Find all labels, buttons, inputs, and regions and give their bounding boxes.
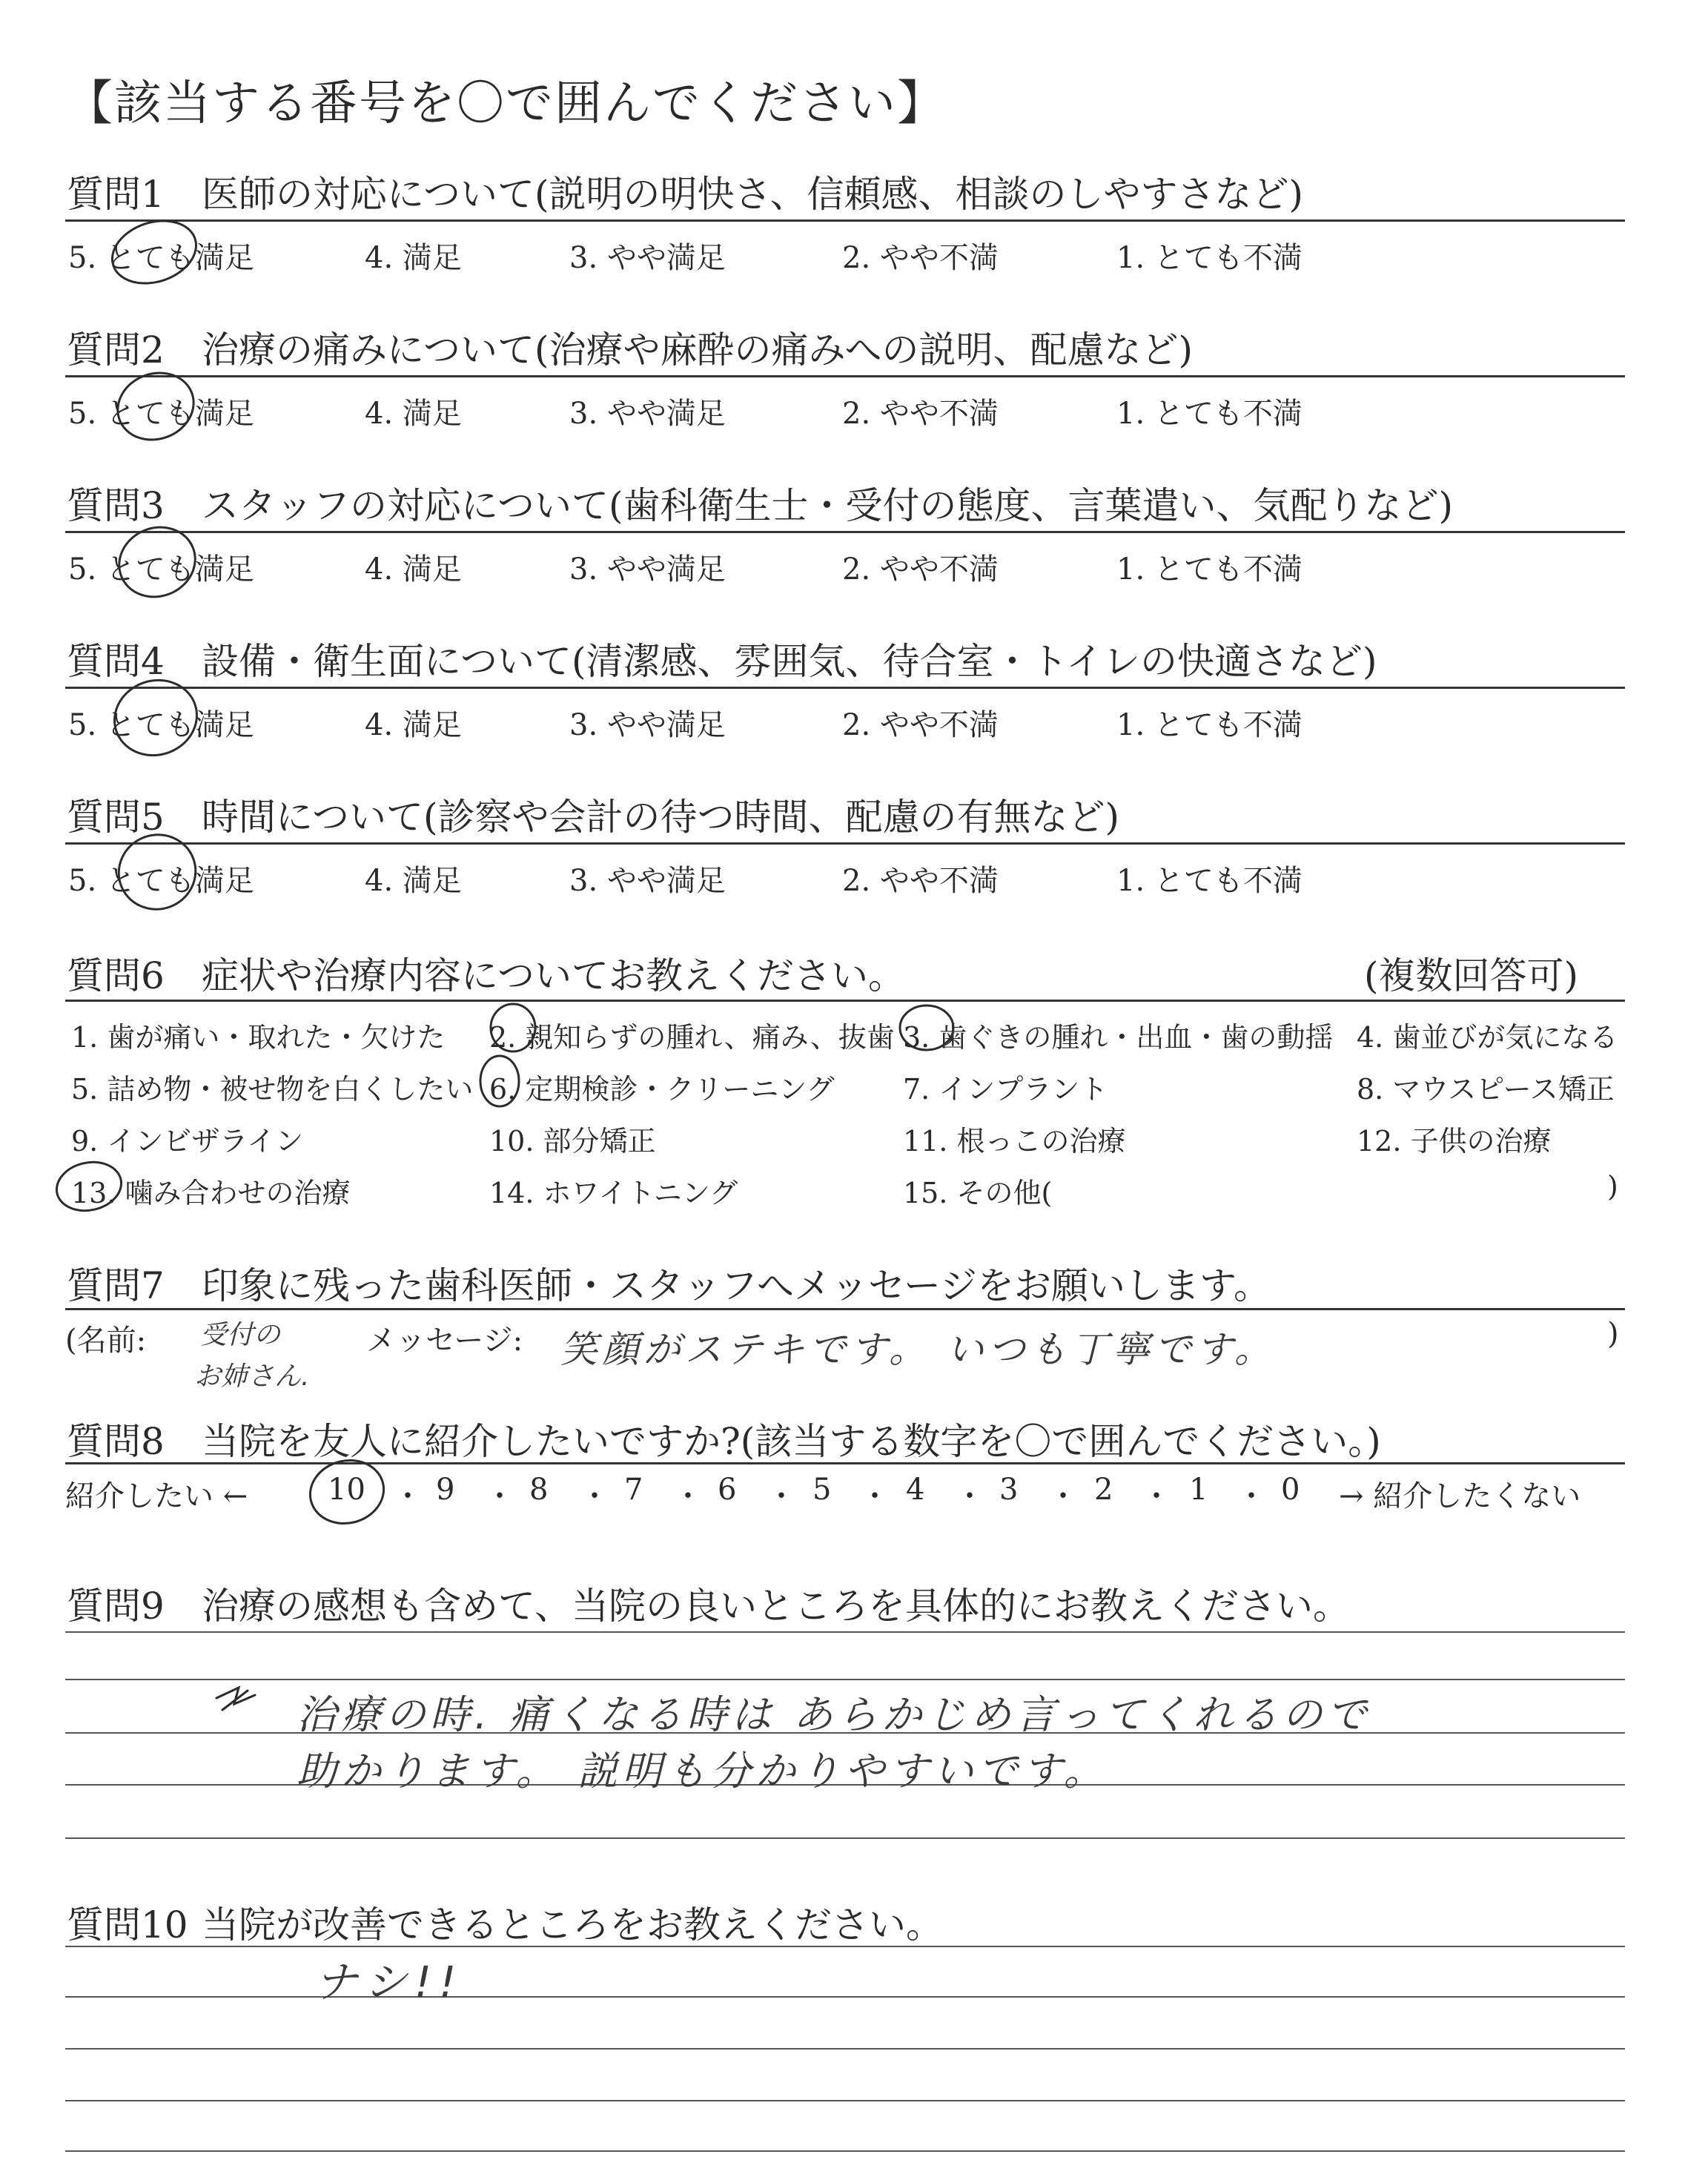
question-title xyxy=(67,1412,1381,1465)
question-number: 質問10 xyxy=(67,1903,188,1946)
question-title xyxy=(67,1256,1271,1309)
q9-answer-line1[interactable]: 治療の時. 痛くなる時は あらかじめ言ってくれるので xyxy=(297,1691,1371,1738)
question-title xyxy=(67,1576,1350,1630)
scale-dot: ・ xyxy=(485,1479,514,1513)
rating-option-4[interactable]: 4. 満足 xyxy=(365,241,462,275)
answer-line xyxy=(65,1946,1625,1947)
symptom-option-13[interactable]: 13. 噛み合わせの治療 xyxy=(71,1177,351,1209)
symptom-option-4[interactable]: 4. 歯並びが気になる xyxy=(1357,1021,1618,1054)
rating-option-3[interactable]: 3. やや満足 xyxy=(569,397,726,431)
rating-option-5[interactable]: 5. とても満足 xyxy=(68,241,254,275)
symptom-option-9[interactable]: 9. インビザライン xyxy=(71,1125,304,1157)
rating-option-1[interactable]: 1. とても不満 xyxy=(1116,708,1302,742)
divider xyxy=(65,375,1625,377)
message-close-paren: ) xyxy=(1607,1317,1619,1351)
rating-option-5[interactable]: 5. とても満足 xyxy=(68,552,254,587)
rating-option-2[interactable]: 2. やや不満 xyxy=(842,864,999,898)
rating-option-1[interactable]: 1. とても不満 xyxy=(1116,241,1302,275)
recommend-scale-10[interactable]: 10 xyxy=(328,1473,365,1507)
question-number: 質問2 xyxy=(67,328,165,371)
scale-dot: ・ xyxy=(673,1479,703,1513)
question-number: 質問5 xyxy=(67,796,165,839)
answer-line xyxy=(65,1837,1625,1839)
symptom-option-7[interactable]: 7. インプラント xyxy=(903,1073,1108,1106)
ink-scribble xyxy=(216,1688,255,1710)
question-text: 当院が改善できるところをお教えください。 xyxy=(202,1903,943,1946)
symptom-option-15[interactable]: 15. その他( xyxy=(903,1177,1053,1209)
message-value[interactable]: 笑顔がステキです。 いつも丁寧です。 xyxy=(560,1328,1276,1371)
recommend-scale-0[interactable]: 0 xyxy=(1281,1473,1300,1507)
question-title xyxy=(67,476,1453,529)
question-number: 質問7 xyxy=(67,1264,165,1307)
answer-line xyxy=(65,2100,1625,2101)
question-title xyxy=(67,946,905,1000)
scale-dot: ・ xyxy=(580,1479,609,1513)
recommend-scale-5[interactable]: 5 xyxy=(812,1473,832,1507)
question-text: 治療の痛みについて(治療や麻酔の痛みへの説明、配慮など) xyxy=(202,328,1194,371)
symptom-option-14[interactable]: 14. ホワイトニング xyxy=(489,1177,738,1209)
answer-line xyxy=(65,2048,1625,2050)
question-title xyxy=(67,632,1377,685)
rating-option-3[interactable]: 3. やや満足 xyxy=(569,864,726,898)
question-text: 当院を友人に紹介したいですか?(該当する数字を〇で囲んでください。) xyxy=(202,1420,1381,1463)
symptom-option-5[interactable]: 5. 詰め物・被せ物を白くしたい xyxy=(71,1073,474,1106)
rating-option-4[interactable]: 4. 満足 xyxy=(365,864,462,898)
message-label: メッセージ: xyxy=(366,1324,523,1358)
q9-answer-line2[interactable]: 助かります。 説明も分かりやすいです。 xyxy=(297,1748,1108,1794)
recommend-scale-4[interactable]: 4 xyxy=(906,1473,925,1507)
question-text: 治療の感想も含めて、当院の良いところを具体的にお教えください。 xyxy=(202,1585,1350,1628)
question-title xyxy=(67,1895,943,1949)
rating-option-4[interactable]: 4. 満足 xyxy=(365,708,462,742)
question-text: 時間について(診察や会計の待つ時間、配慮の有無など) xyxy=(202,796,1120,839)
question-text: 症状や治療内容についてお教えください。 xyxy=(202,954,905,997)
rating-option-2[interactable]: 2. やや不満 xyxy=(842,708,999,742)
name-value-line2[interactable]: お姉さん. xyxy=(194,1361,310,1392)
answer-line xyxy=(65,1996,1625,1998)
rating-option-5[interactable]: 5. とても満足 xyxy=(68,864,254,898)
recommend-scale-2[interactable]: 2 xyxy=(1094,1473,1113,1507)
question-number: 質問1 xyxy=(67,173,165,216)
symptom-option-11[interactable]: 11. 根っこの治療 xyxy=(903,1125,1126,1157)
other-close-paren: ) xyxy=(1607,1170,1618,1203)
rating-option-3[interactable]: 3. やや満足 xyxy=(569,552,726,587)
question-number: 質問9 xyxy=(67,1585,165,1628)
rating-option-5[interactable]: 5. とても満足 xyxy=(68,397,254,431)
recommend-scale-6[interactable]: 6 xyxy=(718,1473,737,1507)
recommend-scale-1[interactable]: 1 xyxy=(1189,1473,1208,1507)
symptom-option-8[interactable]: 8. マウスピース矯正 xyxy=(1357,1073,1615,1106)
question-number: 質問8 xyxy=(67,1420,165,1463)
symptom-option-2[interactable]: 2. 親知らずの腫れ、痛み、抜歯 xyxy=(489,1021,895,1054)
symptom-option-6[interactable]: 6. 定期検診・クリーニング xyxy=(489,1073,835,1106)
rating-option-4[interactable]: 4. 満足 xyxy=(365,397,462,431)
rating-option-5[interactable]: 5. とても満足 xyxy=(68,708,254,742)
divider xyxy=(65,531,1625,533)
recommend-scale-3[interactable]: 3 xyxy=(999,1473,1019,1507)
question-number: 質問4 xyxy=(67,640,165,683)
answer-line xyxy=(65,2150,1625,2152)
rating-option-4[interactable]: 4. 満足 xyxy=(365,552,462,587)
recommend-left-label: 紹介したい ← xyxy=(65,1479,248,1513)
rating-option-1[interactable]: 1. とても不満 xyxy=(1116,397,1302,431)
answer-line xyxy=(65,1631,1625,1633)
divider xyxy=(65,842,1625,845)
answer-line xyxy=(65,1679,1625,1680)
q10-answer[interactable]: ナシ!! xyxy=(314,1957,464,2007)
scale-dot: ・ xyxy=(393,1479,423,1513)
scale-dot: ・ xyxy=(1237,1479,1266,1513)
scale-dot: ・ xyxy=(1142,1479,1171,1513)
scale-dot: ・ xyxy=(1048,1479,1078,1513)
recommend-right-label: → 紹介したくない xyxy=(1339,1479,1581,1513)
question-text: 医師の対応について(説明の明快さ、信頼感、相談のしやすさなど) xyxy=(202,173,1304,216)
divider xyxy=(65,1462,1625,1464)
scale-dot: ・ xyxy=(860,1479,890,1513)
rating-option-2[interactable]: 2. やや不満 xyxy=(842,241,999,275)
scale-dot: ・ xyxy=(767,1479,796,1513)
divider xyxy=(65,1308,1625,1310)
divider xyxy=(65,219,1625,222)
rating-option-2[interactable]: 2. やや不満 xyxy=(842,397,999,431)
symptom-option-10[interactable]: 10. 部分矯正 xyxy=(489,1125,656,1157)
recommend-scale-7[interactable]: 7 xyxy=(624,1473,643,1507)
rating-option-1[interactable]: 1. とても不満 xyxy=(1116,864,1302,898)
question-title xyxy=(67,787,1119,841)
recommend-scale-9[interactable]: 9 xyxy=(436,1473,455,1507)
question-text: 印象に残った歯科医師・スタッフへメッセージをお願いします。 xyxy=(202,1264,1271,1307)
rating-option-1[interactable]: 1. とても不満 xyxy=(1116,552,1302,587)
question-number: 質問3 xyxy=(67,484,165,527)
rating-option-3[interactable]: 3. やや満足 xyxy=(569,241,726,275)
rating-option-3[interactable]: 3. やや満足 xyxy=(569,708,726,742)
question-text: 設備・衛生面について(清潔感、雰囲気、待合室・トイレの快適さなど) xyxy=(202,640,1377,683)
question-number: 質問6 xyxy=(67,954,165,997)
question-title xyxy=(67,320,1193,374)
name-value-line1[interactable]: 受付の xyxy=(200,1320,281,1350)
form-heading: 【該当する番号を〇で囲んでください】 xyxy=(65,76,946,131)
multiple-answer-note: (複数回答可) xyxy=(1364,954,1579,997)
name-label: (名前: xyxy=(65,1324,147,1358)
question-title xyxy=(67,165,1303,218)
divider xyxy=(65,1000,1625,1002)
scale-dot: ・ xyxy=(955,1479,984,1513)
rating-option-2[interactable]: 2. やや不満 xyxy=(842,552,999,587)
symptom-option-12[interactable]: 12. 子供の治療 xyxy=(1357,1125,1552,1157)
symptom-option-3[interactable]: 3. 歯ぐきの腫れ・出血・歯の動揺 xyxy=(903,1021,1334,1054)
symptom-option-1[interactable]: 1. 歯が痛い・取れた・欠けた xyxy=(71,1021,446,1054)
recommend-scale-8[interactable]: 8 xyxy=(529,1473,549,1507)
question-text: スタッフの対応について(歯科衛生士・受付の態度、言葉遣い、気配りなど) xyxy=(202,484,1454,527)
divider xyxy=(65,687,1625,689)
